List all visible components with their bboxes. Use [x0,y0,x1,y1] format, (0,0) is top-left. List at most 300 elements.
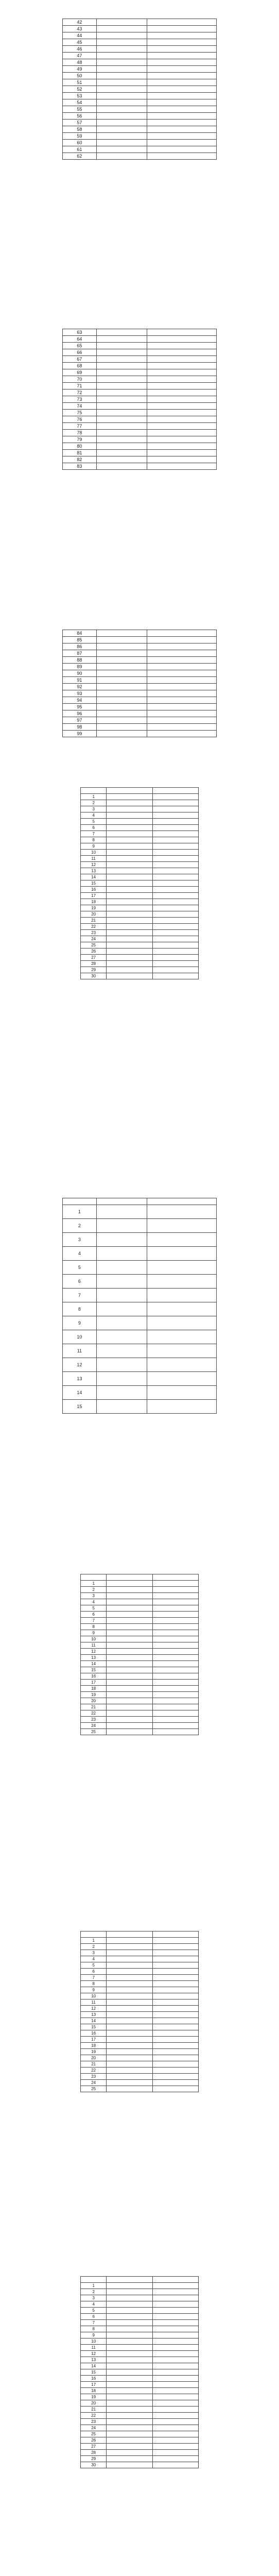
row-name [107,967,152,973]
row-name [96,376,147,383]
row-name [107,1999,152,2006]
row-code [152,1661,198,1667]
row-number: 50 [63,73,97,79]
row-code [152,2400,198,2406]
table-row [81,2419,199,2425]
table-row [63,657,217,664]
row-name [107,1605,152,1612]
row-number: 96 [63,710,97,717]
row-code [152,1587,198,1593]
table-row [63,120,217,126]
table-row [81,843,199,850]
row-name [107,2388,152,2394]
table-row [81,1649,199,1655]
row-number: 87 [63,650,97,657]
row-name [107,1717,152,1723]
table-row [81,1962,199,1969]
row-code [147,106,217,113]
row-name [96,1302,147,1316]
row-name [96,343,147,349]
row-code [152,2444,198,2450]
row-code [152,806,198,812]
table-row [81,1612,199,1618]
table-row [63,637,217,643]
row-code [152,1636,198,1642]
row-name [107,887,152,893]
table-row [63,1344,217,1358]
row-name [107,2376,152,2382]
row-code [152,2462,198,2468]
row-name [96,677,147,684]
row-code [152,850,198,856]
row-number: 2 [81,800,107,806]
table-row [81,874,199,880]
row-code [147,1275,217,1289]
table-row [81,2086,199,2092]
row-number: 24 [81,1723,107,1729]
row-code [147,66,217,73]
row-name [107,1686,152,1692]
row-code [147,1205,217,1219]
row-number: 16 [81,2376,107,2382]
row-number: 30 [81,2462,107,2468]
row-name [107,911,152,918]
row-code [147,349,217,356]
row-code [147,1344,217,1358]
row-code [152,2351,198,2357]
row-name [107,2425,152,2431]
row-number: 64 [63,336,97,343]
row-number: 20 [81,2055,107,2061]
row-number: 55 [63,106,97,113]
table-row [81,862,199,868]
row-name [96,456,147,463]
roster-table [62,19,217,160]
header-code [152,1931,198,1938]
header-name [96,1198,147,1205]
row-name [96,650,147,657]
section-title [0,1921,279,1929]
row-number: 95 [63,704,97,710]
row-number: 28 [81,2450,107,2456]
row-code [152,794,198,800]
row-name [96,349,147,356]
row-number: 8 [81,1981,107,1987]
table-row [81,812,199,819]
row-number: 13 [81,2357,107,2363]
row-number: 24 [81,936,107,942]
row-code [152,893,198,899]
section-title [0,619,279,628]
row-number: 73 [63,396,97,403]
table-row [63,1386,217,1400]
table-row [63,369,217,376]
row-number: 1 [81,794,107,800]
row-number: 74 [63,403,97,410]
row-code [147,39,217,46]
table-row [81,1704,199,1710]
row-name [107,2332,152,2338]
row-name [107,2450,152,2456]
row-number: 10 [63,1330,97,1344]
row-number: 94 [63,697,97,704]
row-code [152,961,198,967]
table-row [81,2406,199,2413]
row-name [107,1587,152,1593]
row-name [96,410,147,416]
table-row [63,1316,217,1330]
row-number: 8 [81,2326,107,2332]
row-name [107,2067,152,2074]
row-code [152,2012,198,2018]
table-row [63,450,217,456]
row-code [152,880,198,887]
row-number: 99 [63,731,97,737]
row-number: 20 [81,1698,107,1704]
row-number: 53 [63,93,97,99]
row-name [96,356,147,363]
table-row [81,1969,199,1975]
row-number: 62 [63,153,97,160]
table-header-row [81,788,199,794]
row-code [147,1219,217,1233]
row-name [96,1205,147,1219]
table-row [63,106,217,113]
row-number: 25 [81,1729,107,1735]
row-name [107,2043,152,2049]
row-code [147,704,217,710]
table-row [63,389,217,396]
row-name [107,868,152,874]
row-code [152,1975,198,1981]
table-row [81,1630,199,1636]
row-name [96,73,147,79]
row-name [107,831,152,837]
row-code [152,2326,198,2332]
row-name [107,1680,152,1686]
table-row [81,1717,199,1723]
table-row [81,2400,199,2406]
roster-table [62,630,217,737]
row-number: 21 [81,2061,107,2067]
row-name [96,46,147,53]
row-number: 17 [81,2037,107,2043]
table-row [81,1987,199,1993]
row-name [107,2437,152,2444]
row-name [96,717,147,724]
table-row [81,819,199,825]
row-number: 9 [63,1316,97,1330]
row-code [152,1944,198,1950]
row-name [107,2456,152,2462]
row-code [152,1704,198,1710]
row-number: 15 [81,2024,107,2030]
row-name [107,955,152,961]
row-code [152,1630,198,1636]
table-row [81,936,199,942]
row-name [96,670,147,677]
header-number [81,1931,107,1938]
row-name [96,32,147,39]
row-name [107,1618,152,1624]
row-code [147,146,217,153]
table-row [63,731,217,737]
row-name [107,794,152,800]
table-row [63,26,217,32]
row-name [107,806,152,812]
row-code [152,1673,198,1680]
table-row [81,1686,199,1692]
table-row [81,1673,199,1680]
row-code [152,1593,198,1599]
row-number: 4 [81,1956,107,1962]
row-name [96,113,147,120]
row-name [107,1630,152,1636]
row-code [152,1692,198,1698]
row-code [152,924,198,930]
row-name [107,1938,152,1944]
row-name [96,93,147,99]
table-row [63,650,217,657]
row-name [107,1969,152,1975]
row-code [152,2363,198,2369]
row-number: 97 [63,717,97,724]
row-number: 92 [63,684,97,690]
row-code [147,403,217,410]
roster-section [0,777,279,979]
row-number: 11 [81,1999,107,2006]
row-code [152,2394,198,2400]
table-row [81,2437,199,2444]
row-code [152,973,198,979]
row-code [147,26,217,32]
header-name [107,1931,152,1938]
row-code [147,133,217,140]
row-name [107,825,152,831]
row-code [152,1999,198,2006]
header-code [152,1574,198,1581]
row-number: 15 [81,2369,107,2376]
row-code [147,86,217,93]
row-number: 18 [81,1686,107,1692]
header-number [81,788,107,794]
row-number: 19 [81,2049,107,2055]
row-code [147,1386,217,1400]
row-code [147,731,217,737]
table-row [81,1661,199,1667]
table-row [63,430,217,436]
table-row [63,126,217,133]
table-row [63,383,217,389]
row-code [147,423,217,430]
row-name [107,2061,152,2067]
table-row [81,918,199,924]
table-row [81,2345,199,2351]
row-number: 20 [81,911,107,918]
row-name [107,905,152,911]
row-number: 8 [81,1624,107,1630]
row-number: 16 [81,887,107,893]
row-name [96,704,147,710]
row-number: 5 [81,1962,107,1969]
table-row [81,2388,199,2394]
row-code [147,630,217,637]
table-row [81,1692,199,1698]
table-row [81,1999,199,2006]
row-name [96,389,147,396]
row-name [107,1944,152,1950]
header-number [81,2277,107,2283]
row-name [96,697,147,704]
row-name [107,2345,152,2351]
header-number [81,1574,107,1581]
row-code [152,2382,198,2388]
row-code [147,1289,217,1302]
table-row [63,59,217,66]
row-code [147,697,217,704]
row-number: 66 [63,349,97,356]
table-row [63,684,217,690]
row-code [147,1400,217,1414]
row-name [107,1612,152,1618]
roster-table [62,1198,217,1414]
row-number: 69 [63,369,97,376]
row-name [107,918,152,924]
row-code [147,1247,217,1261]
row-number: 10 [81,1636,107,1642]
row-number: 30 [81,973,107,979]
row-number: 13 [63,1372,97,1386]
table-row [81,806,199,812]
row-code [152,967,198,973]
row-number: 54 [63,99,97,106]
table-row [81,2018,199,2024]
row-code [152,2437,198,2444]
row-name [107,2086,152,2092]
row-name [107,2289,152,2295]
row-name [107,1962,152,1969]
table-row [81,2462,199,2468]
row-code [152,2308,198,2314]
row-code [147,450,217,456]
row-number: 7 [81,1618,107,1624]
row-code [152,2074,198,2080]
row-name [107,936,152,942]
row-number: 75 [63,410,97,416]
table-row [63,39,217,46]
row-code [152,1710,198,1717]
table-row [81,794,199,800]
section-title [0,1564,279,1572]
table-row [63,73,217,79]
row-name [107,961,152,967]
row-code [152,911,198,918]
row-number: 13 [81,868,107,874]
row-name [107,2431,152,2437]
row-name [96,146,147,153]
roster-table [62,329,217,470]
row-number: 81 [63,450,97,456]
row-number: 11 [81,1642,107,1649]
row-code [147,356,217,363]
table-row [63,146,217,153]
table-row [81,2049,199,2055]
row-code [152,862,198,868]
table-row [81,2067,199,2074]
table-row [81,2363,199,2369]
table-row [63,1247,217,1261]
row-number: 5 [81,819,107,825]
row-number: 23 [81,930,107,936]
table-row [81,948,199,955]
row-name [107,1593,152,1599]
row-number: 8 [81,837,107,843]
row-code [147,1330,217,1344]
row-number: 98 [63,724,97,731]
table-header-row [81,1931,199,1938]
row-code [152,1649,198,1655]
row-code [147,724,217,731]
table-row [63,1400,217,1414]
row-number: 10 [81,1993,107,1999]
row-code [152,942,198,948]
row-name [107,1624,152,1630]
row-number: 18 [81,2388,107,2394]
row-number: 63 [63,329,97,336]
table-row [81,880,199,887]
row-number: 15 [63,1400,97,1414]
table-row [81,2074,199,2080]
row-name [96,396,147,403]
row-name [107,2394,152,2400]
row-code [152,2425,198,2431]
row-code [152,1993,198,1999]
row-code [147,710,217,717]
row-name [96,19,147,26]
row-name [96,1400,147,1414]
row-name [107,2049,152,2055]
row-name [107,862,152,868]
table-row [63,140,217,146]
row-code [147,53,217,59]
row-code [152,2018,198,2024]
table-row [81,825,199,831]
row-number: 46 [63,46,97,53]
row-code [152,2283,198,2289]
row-number: 14 [63,1386,97,1400]
row-code [147,1261,217,1275]
row-name [107,893,152,899]
row-name [96,1386,147,1400]
row-name [107,2295,152,2301]
row-code [147,73,217,79]
row-name [96,106,147,113]
row-name [96,99,147,106]
row-name [96,26,147,32]
row-name [107,880,152,887]
row-code [147,1316,217,1330]
row-name [107,1667,152,1673]
table-row [81,2061,199,2067]
row-name [96,657,147,664]
row-number: 60 [63,140,97,146]
row-name [96,1247,147,1261]
table-row [81,1655,199,1661]
row-name [96,664,147,670]
table-row [63,704,217,710]
table-row [81,2326,199,2332]
row-name [107,930,152,936]
